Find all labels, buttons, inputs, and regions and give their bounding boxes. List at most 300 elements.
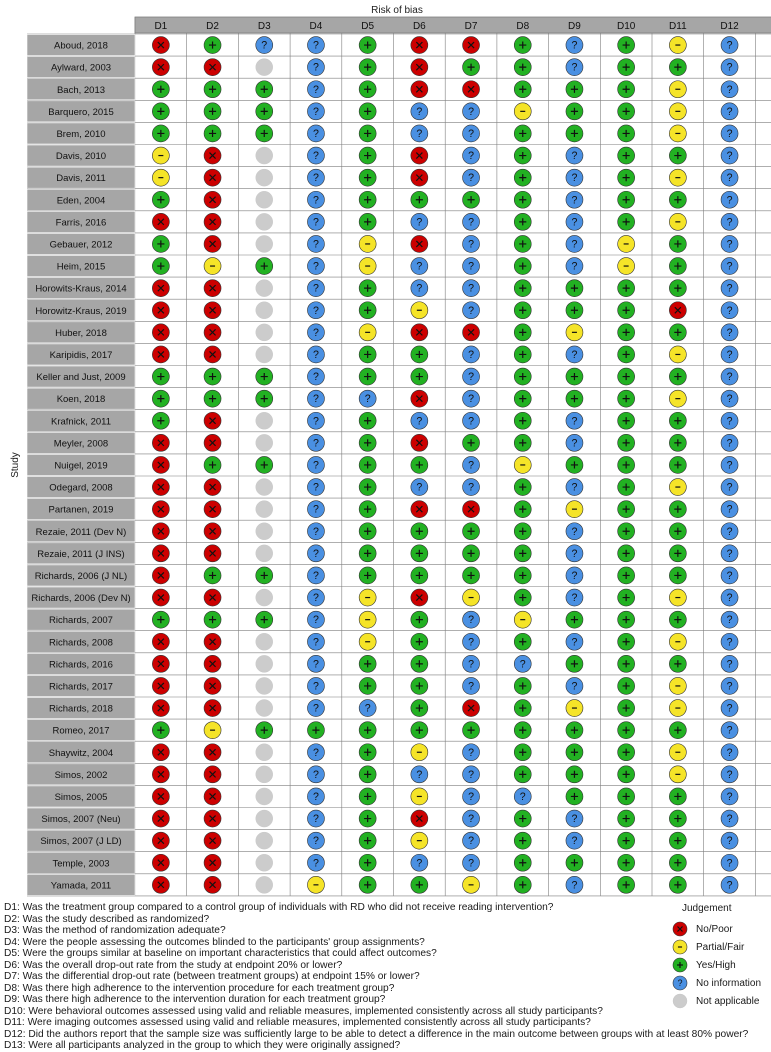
judgement-mark [359,766,376,783]
judgement-mark [514,147,531,164]
study-label: Yamada, 2011 [50,880,112,892]
judgement-mark [721,147,738,164]
judgement-mark [256,744,273,761]
judgement-mark [204,346,221,363]
judgement-mark [514,700,531,717]
svg-text:?: ? [468,835,475,848]
judgement-mark [359,125,376,142]
svg-text:?: ? [571,636,578,649]
judgement-mark [204,191,221,208]
domain-header: D5 [361,21,375,32]
judgement-mark [204,876,221,893]
footnote: D9: Was there high adherence to the intervention duration for each treatment group? [4,994,386,1005]
judgement-mark [256,722,273,739]
svg-text:?: ? [726,791,733,804]
svg-text:?: ? [312,702,319,715]
svg-text:?: ? [468,791,475,804]
svg-text:?: ? [468,481,475,494]
judgement-mark [359,700,376,717]
judgement-mark [359,258,376,275]
judgement-mark [463,434,480,451]
judgement-mark [721,810,738,827]
judgement-mark [359,37,376,54]
judgement-mark [669,346,686,363]
judgement-mark [669,390,686,407]
svg-text:?: ? [468,459,475,472]
svg-text:?: ? [726,349,733,362]
judgement-mark [618,810,635,827]
judgement-mark [204,213,221,230]
judgement-mark [152,479,169,496]
judgement-mark [152,81,169,98]
svg-text:?: ? [416,128,423,141]
judgement-mark [204,434,221,451]
judgement-mark [307,368,324,385]
judgement-mark [204,258,221,275]
judgement-mark [307,523,324,540]
svg-text:?: ? [726,371,733,384]
judgement-mark [204,390,221,407]
judgement-mark [359,147,376,164]
judgement-mark [566,722,583,739]
judgement-mark [307,501,324,518]
svg-text:?: ? [726,238,733,251]
svg-text:?: ? [726,680,733,693]
judgement-mark [514,103,531,120]
judgement-mark [359,744,376,761]
svg-text:?: ? [571,415,578,428]
judgement-mark [152,368,169,385]
svg-text:?: ? [726,105,733,118]
judgement-mark [669,722,686,739]
svg-text:?: ? [726,459,733,472]
judgement-mark [721,169,738,186]
judgement-mark [463,103,480,120]
svg-text:?: ? [571,813,578,826]
judgement-mark [566,324,583,341]
judgement-mark [514,744,531,761]
judgement-mark [204,832,221,849]
svg-text:?: ? [726,415,733,428]
svg-text:?: ? [571,437,578,450]
judgement-mark [256,81,273,98]
judgement-mark [256,589,273,606]
judgement-marks [152,37,771,894]
svg-text:?: ? [571,260,578,273]
judgement-mark [359,346,376,363]
svg-text:?: ? [468,128,475,141]
judgement-mark [204,766,221,783]
judgement-mark [463,125,480,142]
judgement-mark [514,766,531,783]
judgement-mark [721,125,738,142]
footnote: D7: Was the differential drop-out rate (between treatment groups) at endpoint 15% or lower? [4,971,420,982]
judgement-mark [514,368,531,385]
judgement-mark [463,611,480,628]
svg-text:?: ? [519,658,526,671]
svg-text:?: ? [726,547,733,560]
svg-text:?: ? [312,304,319,317]
judgement-mark [204,324,221,341]
judgement-mark [669,589,686,606]
svg-text:?: ? [468,658,475,671]
judgement-mark [256,302,273,319]
judgement-mark [669,545,686,562]
judgement-mark [204,235,221,252]
footnote: D10: Were behavioral outcomes assessed using valid and reliable measures, implemented consistently across all study participants? [4,1005,603,1017]
judgement-mark [618,633,635,650]
judgement-mark [204,677,221,694]
svg-text:?: ? [312,614,319,627]
svg-text:?: ? [416,857,423,870]
judgement-mark [152,302,169,319]
judgement-mark [411,280,428,297]
svg-text:?: ? [468,371,475,384]
judgement-mark [514,479,531,496]
judgement-mark [721,235,738,252]
judgement-mark [721,258,738,275]
svg-text:?: ? [312,415,319,428]
svg-text:?: ? [312,172,319,185]
judgement-mark [359,633,376,650]
svg-text:?: ? [468,746,475,759]
judgement-mark [669,412,686,429]
svg-text:?: ? [312,459,319,472]
judgement-mark [566,390,583,407]
legend-mark [673,958,687,972]
judgement-mark [359,324,376,341]
svg-text:?: ? [312,437,319,450]
judgement-mark [721,501,738,518]
judgement-mark [669,744,686,761]
judgement-mark [566,501,583,518]
judgement-mark [669,501,686,518]
judgement-mark [721,523,738,540]
svg-text:?: ? [726,614,733,627]
judgement-mark [411,523,428,540]
svg-text:?: ? [726,525,733,538]
svg-text:?: ? [726,857,733,870]
judgement-mark [566,545,583,562]
svg-text:?: ? [726,503,733,516]
judgement-mark [669,37,686,54]
judgement-mark [411,567,428,584]
svg-text:?: ? [312,592,319,605]
judgement-mark [256,258,273,275]
judgement-mark [618,412,635,429]
svg-text:?: ? [571,592,578,605]
judgement-mark [566,766,583,783]
judgement-mark [721,324,738,341]
judgement-mark [721,722,738,739]
judgement-mark [204,479,221,496]
judgement-mark [669,147,686,164]
svg-text:?: ? [468,415,475,428]
judgement-mark [463,235,480,252]
judgement-mark [359,59,376,76]
judgement-mark [411,788,428,805]
svg-text:?: ? [312,813,319,826]
judgement-mark [204,412,221,429]
judgement-mark [256,788,273,805]
judgement-mark [204,611,221,628]
judgement-mark [669,766,686,783]
judgement-mark [307,633,324,650]
judgement-mark [669,125,686,142]
judgement-mark [566,876,583,893]
judgement-mark [307,302,324,319]
judgement-mark [256,125,273,142]
legend-mark [673,994,687,1008]
svg-text:?: ? [312,393,319,406]
judgement-mark [566,191,583,208]
legend-swatch [672,975,688,991]
judgement-mark [411,854,428,871]
judgement-mark [204,589,221,606]
svg-text:?: ? [468,260,475,273]
judgement-mark [307,744,324,761]
judgement-mark [669,434,686,451]
judgement-mark [152,103,169,120]
judgement-mark [152,346,169,363]
svg-text:?: ? [312,791,319,804]
judgement-mark [721,611,738,628]
judgement-mark [411,677,428,694]
judgement-mark [721,633,738,650]
judgement-mark [359,722,376,739]
judgement-mark [669,810,686,827]
judgement-mark [463,390,480,407]
judgement-mark [514,258,531,275]
judgement-mark [514,677,531,694]
svg-text:?: ? [726,724,733,737]
judgement-mark [566,125,583,142]
judgement-mark [618,59,635,76]
judgement-mark [256,346,273,363]
judgement-mark [463,258,480,275]
judgement-mark [618,434,635,451]
svg-text:?: ? [726,83,733,96]
judgement-mark [721,346,738,363]
judgement-mark [411,302,428,319]
judgement-mark [514,81,531,98]
footnote: D6: Was the overall drop-out rate from the study at endpoint 20% or lower? [4,959,343,971]
svg-text:?: ? [312,150,319,163]
svg-text:?: ? [312,503,319,516]
legend-title: Judgement [682,903,732,914]
judgement-mark [307,412,324,429]
judgement-mark [307,280,324,297]
judgement-mark [618,854,635,871]
judgement-mark [618,501,635,518]
judgement-mark [669,302,686,319]
judgement-mark [411,103,428,120]
judgement-mark [721,368,738,385]
judgement-mark [721,545,738,562]
judgement-mark [463,191,480,208]
judgement-mark [618,677,635,694]
svg-text:?: ? [677,977,683,988]
judgement-mark [256,368,273,385]
judgement-mark [359,280,376,297]
judgement-mark [152,722,169,739]
judgement-mark [152,235,169,252]
legend-mark [673,976,687,990]
judgement-mark [721,655,738,672]
judgement-mark [566,677,583,694]
svg-text:?: ? [312,216,319,229]
judgement-mark [359,191,376,208]
judgement-mark [514,346,531,363]
judgement-mark [514,235,531,252]
svg-text:?: ? [726,813,733,826]
judgement-mark [721,788,738,805]
svg-text:?: ? [726,172,733,185]
judgement-mark [204,788,221,805]
judgement-mark [307,567,324,584]
judgement-mark [463,169,480,186]
svg-text:?: ? [312,570,319,583]
svg-text:?: ? [312,105,319,118]
svg-text:?: ? [726,768,733,781]
judgement-mark [721,854,738,871]
judgement-mark [256,766,273,783]
judgement-mark [463,700,480,717]
judgement-mark [566,302,583,319]
judgement-mark [411,633,428,650]
judgement-mark [359,788,376,805]
judgement-mark [514,191,531,208]
domain-header: D11 [669,21,687,32]
judgement-mark [152,390,169,407]
judgement-mark [669,169,686,186]
judgement-mark [307,346,324,363]
judgement-mark [566,258,583,275]
svg-text:?: ? [726,437,733,450]
judgement-mark [411,412,428,429]
footnote: D5: Were the groups similar at baseline on important characteristics that could affect outcomes? [4,948,437,959]
legend-label: Partial/Fair [696,941,745,953]
study-labels [27,35,135,896]
judgement-mark [669,191,686,208]
domain-header-row [135,17,771,33]
judgement-mark [514,633,531,650]
judgement-mark [514,655,531,672]
judgement-mark [152,744,169,761]
legend-label: No information [696,977,762,989]
judgement-mark [463,589,480,606]
svg-text:?: ? [364,702,371,715]
judgement-mark [359,169,376,186]
study-label: Richards, 2017 [49,681,113,693]
judgement-mark [152,832,169,849]
judgement-mark [307,81,324,98]
judgement-mark [204,810,221,827]
svg-text:?: ? [312,238,319,251]
judgement-mark [307,832,324,849]
judgement-mark [256,611,273,628]
judgement-mark [721,412,738,429]
judgement-mark [618,191,635,208]
judgement-mark [307,700,324,717]
legend-mark [673,940,687,954]
judgement-mark [307,854,324,871]
judgement-mark [411,125,428,142]
study-label: Rezaie, 2011 (Dev N) [35,526,127,538]
judgement-mark [618,876,635,893]
judgement-mark [566,832,583,849]
judgement-mark [411,589,428,606]
judgement-mark [256,479,273,496]
study-label: Aboud, 2018 [54,40,108,52]
judgement-mark [256,545,273,562]
judgement-mark [618,390,635,407]
judgement-mark [566,479,583,496]
study-label: Barquero, 2015 [48,106,114,118]
domain-header: D8 [516,21,530,32]
study-label: Nuigel, 2019 [54,460,108,472]
judgement-mark [514,876,531,893]
judgement-mark [152,677,169,694]
judgement-mark [669,368,686,385]
study-label: Farris, 2016 [55,217,107,229]
judgement-mark [359,456,376,473]
svg-text:?: ? [312,282,319,295]
judgement-mark [514,412,531,429]
judgement-mark [514,854,531,871]
svg-text:?: ? [468,150,475,163]
study-label: Heim, 2015 [56,261,106,273]
judgement-mark [307,545,324,562]
judgement-mark [566,368,583,385]
svg-text:?: ? [312,83,319,96]
judgement-mark [359,81,376,98]
judgement-mark [152,59,169,76]
judgement-mark [256,700,273,717]
judgement-mark [152,412,169,429]
judgement-mark [359,213,376,230]
judgement-mark [411,744,428,761]
svg-text:?: ? [468,172,475,185]
judgement-mark [721,103,738,120]
judgement-mark [514,390,531,407]
judgement-mark [566,633,583,650]
svg-text:?: ? [726,282,733,295]
judgement-mark [566,810,583,827]
judgement-mark [256,103,273,120]
judgement-mark [514,810,531,827]
svg-text:?: ? [312,768,319,781]
judgement-mark [411,235,428,252]
legend-item [672,992,768,1010]
judgement-mark [307,59,324,76]
judgement-mark [618,147,635,164]
judgement-mark [256,147,273,164]
judgement-mark [721,59,738,76]
svg-text:?: ? [571,216,578,229]
judgement-mark [669,59,686,76]
svg-text:?: ? [468,349,475,362]
judgement-mark [618,479,635,496]
legend-item [672,938,768,956]
svg-text:?: ? [416,216,423,229]
judgement-mark [256,456,273,473]
judgement-mark [359,677,376,694]
svg-text:?: ? [416,768,423,781]
study-label: Simos, 2007 (J LD) [40,836,122,848]
judgement-mark [566,169,583,186]
judgement-mark [307,103,324,120]
